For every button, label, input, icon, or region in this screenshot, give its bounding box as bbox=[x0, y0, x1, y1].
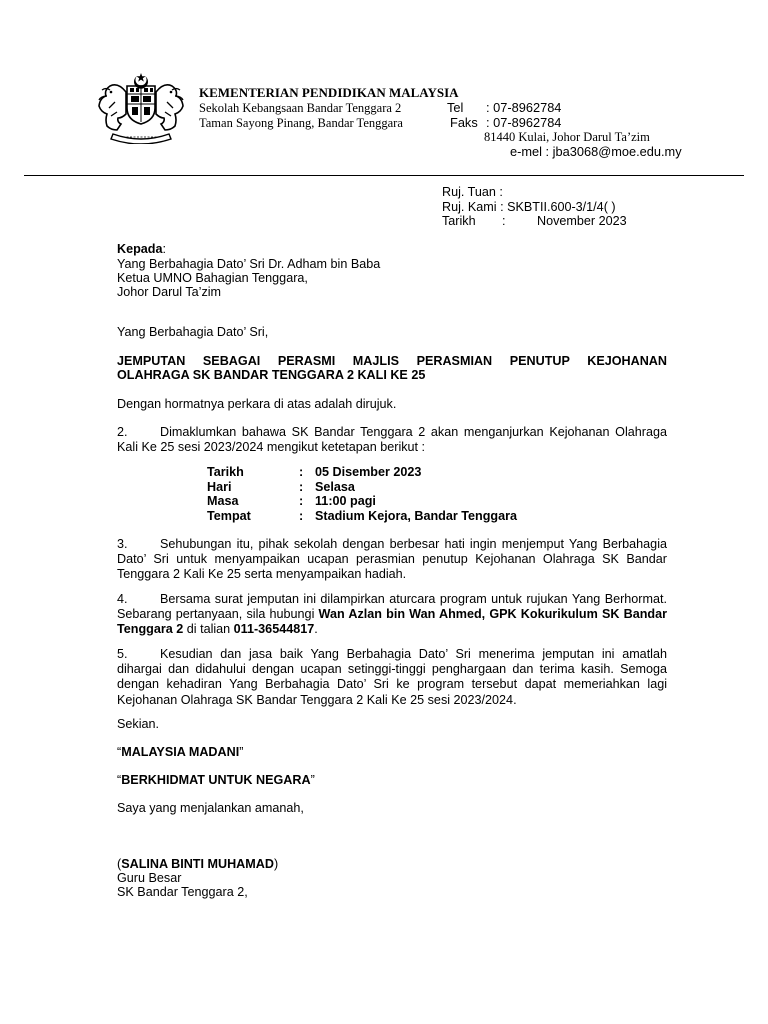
quote-open: “ bbox=[117, 745, 122, 759]
paragraph-text: . bbox=[314, 622, 318, 637]
paragraph-text: Dimaklumkan bahawa SK Bandar Tenggara 2 akan menganjurkan Kejohanan Olahraga Kali Ke 25 sesi 2023/2024 mengikut ketetapan berikut : bbox=[117, 425, 667, 455]
paragraph-text: Bersama surat jemputan ini dilampirkan aturcara program untuk rujukan Yang Berhormat. Sebarang pertanyaan, sila hubungi bbox=[117, 592, 667, 622]
event-detail-row bbox=[207, 480, 517, 495]
detail-sep: : bbox=[299, 479, 304, 494]
tel-label: Tel bbox=[447, 100, 464, 115]
paragraph-number: 2. bbox=[117, 425, 128, 439]
contact-phone: 011-36544817 bbox=[233, 622, 315, 637]
signatory-name bbox=[117, 857, 278, 871]
subject-line-1: JEMPUTAN SEBAGAI PERASMI MAJLIS PERASMIAN PENUTUP KEJOHANAN bbox=[117, 354, 667, 368]
detail-sep: : bbox=[299, 494, 304, 509]
kepada-label: Kepada bbox=[117, 242, 163, 256]
quote-close: ” bbox=[310, 773, 315, 787]
fax-value: : 07-8962784 bbox=[486, 115, 562, 130]
recipient-line: Yang Berbahagia Dato’ Sri Dr. Adham bin Baba bbox=[117, 257, 381, 271]
ruj-tuan: Ruj. Tuan : bbox=[442, 185, 503, 199]
paragraph-text: Kesudian dan jasa baik Yang Berbahagia Dato’ Sri menerima jemputan ini amatlah dihargai dan didahului dengan ucapan setinggi-tinggi penghargaan dan terima kasih. Semoga dengan kehadiran Yang Berbahagia Dato’ Sri ke program tersebut dapat memeriahkan lagi Kejohanan Olahraga SK Bandar Tenggara 2 Kali Ke 25 sesi 2023/2024. bbox=[117, 647, 667, 707]
fax-label: Faks bbox=[450, 115, 478, 130]
paren-close: ) bbox=[273, 857, 279, 871]
detail-sep: : bbox=[299, 465, 304, 479]
detail-key: Masa bbox=[207, 494, 239, 509]
signatory-title: Guru Besar bbox=[117, 871, 182, 885]
signatory-name-text: SALINA BINTI MUHAMAD bbox=[121, 857, 274, 871]
paragraph-number: 5. bbox=[117, 647, 128, 661]
salutation: Yang Berbahagia Dato’ Sri, bbox=[117, 325, 269, 339]
subject-line-2: OLAHRAGA SK BANDAR TENGGARA 2 KALI KE 25 bbox=[117, 368, 426, 382]
ministry-name: KEMENTERIAN PENDIDIKAN MALAYSIA bbox=[199, 85, 459, 100]
amanah-line: Saya yang menjalankan amanah, bbox=[117, 801, 304, 815]
motto-berkhidmat bbox=[117, 773, 315, 787]
email-line: e-mel : jba3068@moe.edu.my bbox=[510, 144, 682, 159]
intro-line: Dengan hormatnya perkara di atas adalah dirujuk. bbox=[117, 397, 397, 411]
header-divider bbox=[24, 175, 744, 176]
kepada-colon: : bbox=[162, 242, 166, 256]
paragraph-5 bbox=[117, 647, 667, 708]
malaysia-coat-of-arms-icon bbox=[93, 72, 189, 144]
detail-sep: : bbox=[299, 509, 304, 524]
sekian: Sekian. bbox=[117, 717, 160, 731]
motto-malaysia-madani bbox=[117, 745, 243, 759]
paren-open: ( bbox=[117, 857, 122, 871]
school-name: Sekolah Kebangsaan Bandar Tenggara 2 bbox=[199, 101, 402, 115]
motto-text: BERKHIDMAT UNTUK NEGARA bbox=[121, 773, 311, 787]
detail-key: Tempat bbox=[207, 509, 251, 524]
quote-close: ” bbox=[239, 745, 244, 759]
event-detail-row bbox=[207, 465, 517, 480]
recipient-heading bbox=[117, 242, 166, 256]
detail-value: Stadium Kejora, Bandar Tenggara bbox=[315, 509, 518, 524]
recipient-line: Ketua UMNO Bahagian Tenggara, bbox=[117, 271, 308, 285]
tel-value: : 07-8962784 bbox=[486, 100, 562, 115]
tarikh-label: Tarikh bbox=[442, 214, 476, 228]
event-detail-row bbox=[207, 509, 517, 524]
detail-value: 11:00 pagi bbox=[315, 494, 376, 509]
event-detail-row bbox=[207, 494, 517, 509]
paragraph-text: Sehubungan itu, pihak sekolah dengan berbesar hati ingin menjemput Yang Berbahagia Dato’ Sri untuk menyampaikan ucapan perasmian penutup Kejohanan Olahraga SK Bandar Tenggara 2 Kali Ke 25 serta menyampaikan hadiah. bbox=[117, 537, 667, 582]
detail-value: Selasa bbox=[315, 479, 355, 494]
motto-text: MALAYSIA MADANI bbox=[121, 745, 240, 759]
quote-open: “ bbox=[117, 773, 122, 787]
detail-key: Tarikh bbox=[207, 465, 244, 479]
detail-value: 05 Disember 2023 bbox=[315, 465, 422, 479]
recipient-line: Johor Darul Ta’zim bbox=[117, 285, 222, 299]
signatory-school: SK Bandar Tenggara 2, bbox=[117, 885, 248, 899]
tarikh-separator: : bbox=[502, 214, 506, 228]
school-address: Taman Sayong Pinang, Bandar Tenggara bbox=[199, 116, 403, 130]
postcode-line: 81440 Kulai, Johor Darul Ta’zim bbox=[484, 130, 650, 144]
detail-key: Hari bbox=[207, 479, 232, 494]
paragraph-number: 4. bbox=[117, 592, 128, 606]
paragraph-2 bbox=[117, 425, 667, 455]
paragraph-4 bbox=[117, 592, 667, 638]
tarikh-value: November 2023 bbox=[537, 214, 627, 228]
paragraph-number: 3. bbox=[117, 537, 128, 551]
paragraph-text: di talian bbox=[183, 622, 234, 637]
event-details-table bbox=[207, 465, 517, 524]
ruj-kami: Ruj. Kami : SKBTII.600-3/1/4( ) bbox=[442, 200, 616, 214]
paragraph-3 bbox=[117, 537, 667, 583]
contact-person: Wan Azlan bin Wan Ahmed, GPK Kokurikulum SK Bandar Tenggara 2 bbox=[117, 607, 667, 637]
